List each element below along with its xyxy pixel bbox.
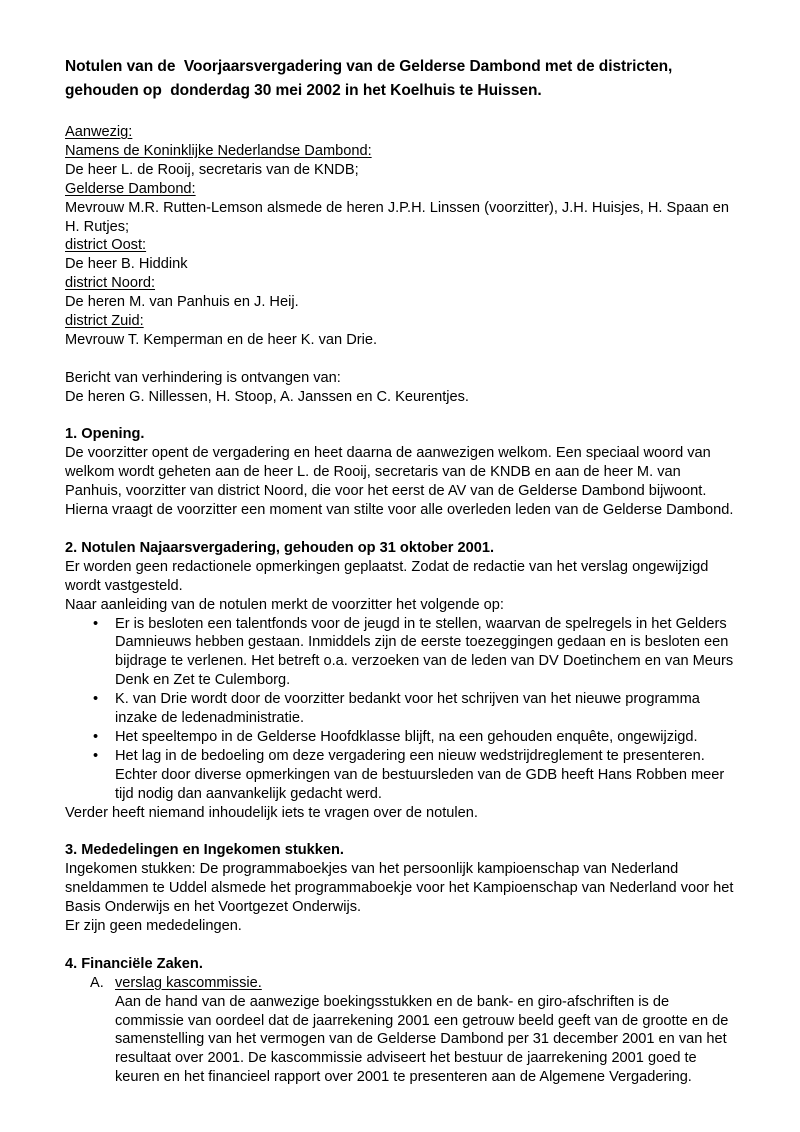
bullet-icon: • — [93, 691, 99, 708]
section-1 — [65, 425, 736, 520]
page-title: Notulen van de Voorjaarsvergadering van de Gelderse Dambond met de districten, gehouden op donderdag 30 mei 2002 in het Koelhuis te Huissen. — [65, 58, 677, 99]
attendance-group-label-text: district Noord: — [65, 275, 156, 292]
attendance-heading — [65, 123, 736, 142]
subitem-marker: A. — [90, 974, 104, 991]
section-3 — [65, 841, 736, 936]
section-1-paragraph-0: De voorzitter opent de vergadering en heet daarna de aanwezigen welkom. Een speciaal woord van welkom wordt geheten aan de heer L. de Rooij, secretaris van de KNDB en aan de heer M. van Panhuis, voorzitter van district Noord, die voor het eerst de AV van de Gelderse Dambond bijwoont. — [65, 445, 711, 500]
attendance-block — [65, 123, 736, 350]
attendance-group-members-0: De heer L. de Rooij, secretaris van de KNDB; — [65, 161, 359, 178]
spacer — [65, 407, 736, 426]
section-2-paragraph-0: Er worden geen redactionele opmerkingen geplaatst. Zodat de redactie van het verslag ongewijzigd wordt vastgesteld. — [65, 558, 709, 594]
attendance-group-label-3 — [65, 274, 736, 293]
section-3-heading: 3. Mededelingen en Ingekomen stukken. — [65, 842, 344, 859]
list-item-text: Er is besloten een talentfonds voor de jeugd in te stellen, waarvan de spelregels in het Gelders Damnieuws hebben gestaan. Inmiddels zijn de eerste toezeggingen gedaan en is besloten een bijdrage te verlenen. Het betreft o.a. verzoeken van de leden van DV Doetinchem en van Meurs Denk en Zet te Culemborg. — [115, 615, 734, 689]
list-item — [65, 728, 736, 747]
section-4 — [65, 955, 736, 1087]
section-2 — [65, 539, 736, 823]
section-2-bullet-list — [65, 615, 736, 804]
attendance-heading-text: Aanwezig: — [65, 124, 133, 140]
apologies-block — [65, 369, 736, 407]
attendance-group-label-text: Gelderse Dambond: — [65, 180, 196, 197]
section-2-paragraph-1: Naar aanleiding van de notulen merkt de voorzitter het volgende op: — [65, 596, 504, 613]
attendance-group-members-1: Mevrouw M.R. Rutten-Lemson alsmede de heren J.P.H. Linssen (voorzitter), J.H. Huisjes, H. Spaan en H. Rutjes; — [65, 199, 734, 235]
spacer — [65, 936, 736, 955]
spacer — [65, 520, 736, 539]
bullet-icon: • — [93, 747, 99, 764]
spacer — [65, 822, 736, 841]
attendance-group-label-2 — [65, 236, 736, 255]
section-3-paragraph-0: Ingekomen stukken: De programmaboekjes van het persoonlijk kampioenschap van Nederland sneldammen te Uddel alsmede het programmaboekje voor het Kampioenschap van Nederland voor het Basis Onderwijs en het Voortgezet Onderwijs. — [65, 861, 734, 916]
spacer — [65, 350, 736, 369]
section-2-closing: Verder heeft niemand inhoudelijk iets te vragen over de notulen. — [65, 804, 478, 821]
subitem-label: verslag kascommissie. — [115, 974, 262, 991]
section-1-heading: 1. Opening. — [65, 426, 145, 443]
section-4-heading: 4. Financiële Zaken. — [65, 955, 203, 972]
bullet-icon: • — [93, 615, 99, 632]
apologies-heading: Bericht van verhindering is ontvangen van: — [65, 369, 341, 386]
list-item-text: Het lag in de bedoeling om deze vergadering een nieuw wedstrijdreglement te presenteren. Echter door diverse opmerkingen van de bestuursleden van de GDB heeft Hans Robben meer tijd nodig dan aanvankelijk gedacht werd. — [115, 747, 725, 802]
attendance-group-label-text: district Zuid: — [65, 313, 144, 330]
list-item — [65, 690, 736, 728]
section-1-paragraph-1: Hierna vraagt de voorzitter een moment van stilte voor alle overleden leden van de Gelderse Dambond. — [65, 502, 734, 519]
list-item — [65, 615, 736, 691]
attendance-group-label-1 — [65, 180, 736, 199]
bullet-icon: • — [93, 728, 99, 745]
attendance-group-label-text: district Oost: — [65, 237, 147, 254]
list-item — [65, 747, 736, 804]
subitem-body: Aan de hand van de aanwezige boekingsstukken en de bank- en giro-afschriften is de commissie van oordeel dat de jaarrekening 2001 een getrouw beeld geeft van de grootte en de samenstelling van het vermogen van de Gelderse Dambond per 31 december 2001 en van het resultaat over 2001. De kascommissie adviseert het bestuur de jaarrekening 2001 goed te keuren en het financieel rapport over 2001 te presenteren aan de Algemene Vergadering. — [115, 993, 729, 1086]
attendance-group-members-4: Mevrouw T. Kemperman en de heer K. van Drie. — [65, 331, 378, 348]
apologies-names: De heren G. Nillessen, H. Stoop, A. Janssen en C. Keurentjes. — [65, 388, 469, 405]
attendance-group-label-0 — [65, 142, 736, 161]
section-2-heading: 2. Notulen Najaarsvergadering, gehouden op 31 oktober 2001. — [65, 539, 495, 556]
attendance-group-members-3: De heren M. van Panhuis en J. Heij. — [65, 294, 299, 311]
section-3-paragraph-1: Er zijn geen mededelingen. — [65, 918, 242, 934]
attendance-group-label-4 — [65, 312, 736, 331]
list-item-text: K. van Drie wordt door de voorzitter bedankt voor het schrijven van het nieuwe programma inzake de ledenadministratie. — [115, 691, 700, 727]
attendance-group-members-2: De heer B. Hiddink — [65, 256, 188, 273]
attendance-group-label-text: Namens de Koninklijke Nederlandse Dambond: — [65, 142, 372, 159]
section-4-subitem-a — [65, 974, 736, 1087]
list-item-text: Het speeltempo in de Gelderse Hoofdklasse blijft, na een gehouden enquête, ongewijzigd. — [115, 728, 698, 745]
